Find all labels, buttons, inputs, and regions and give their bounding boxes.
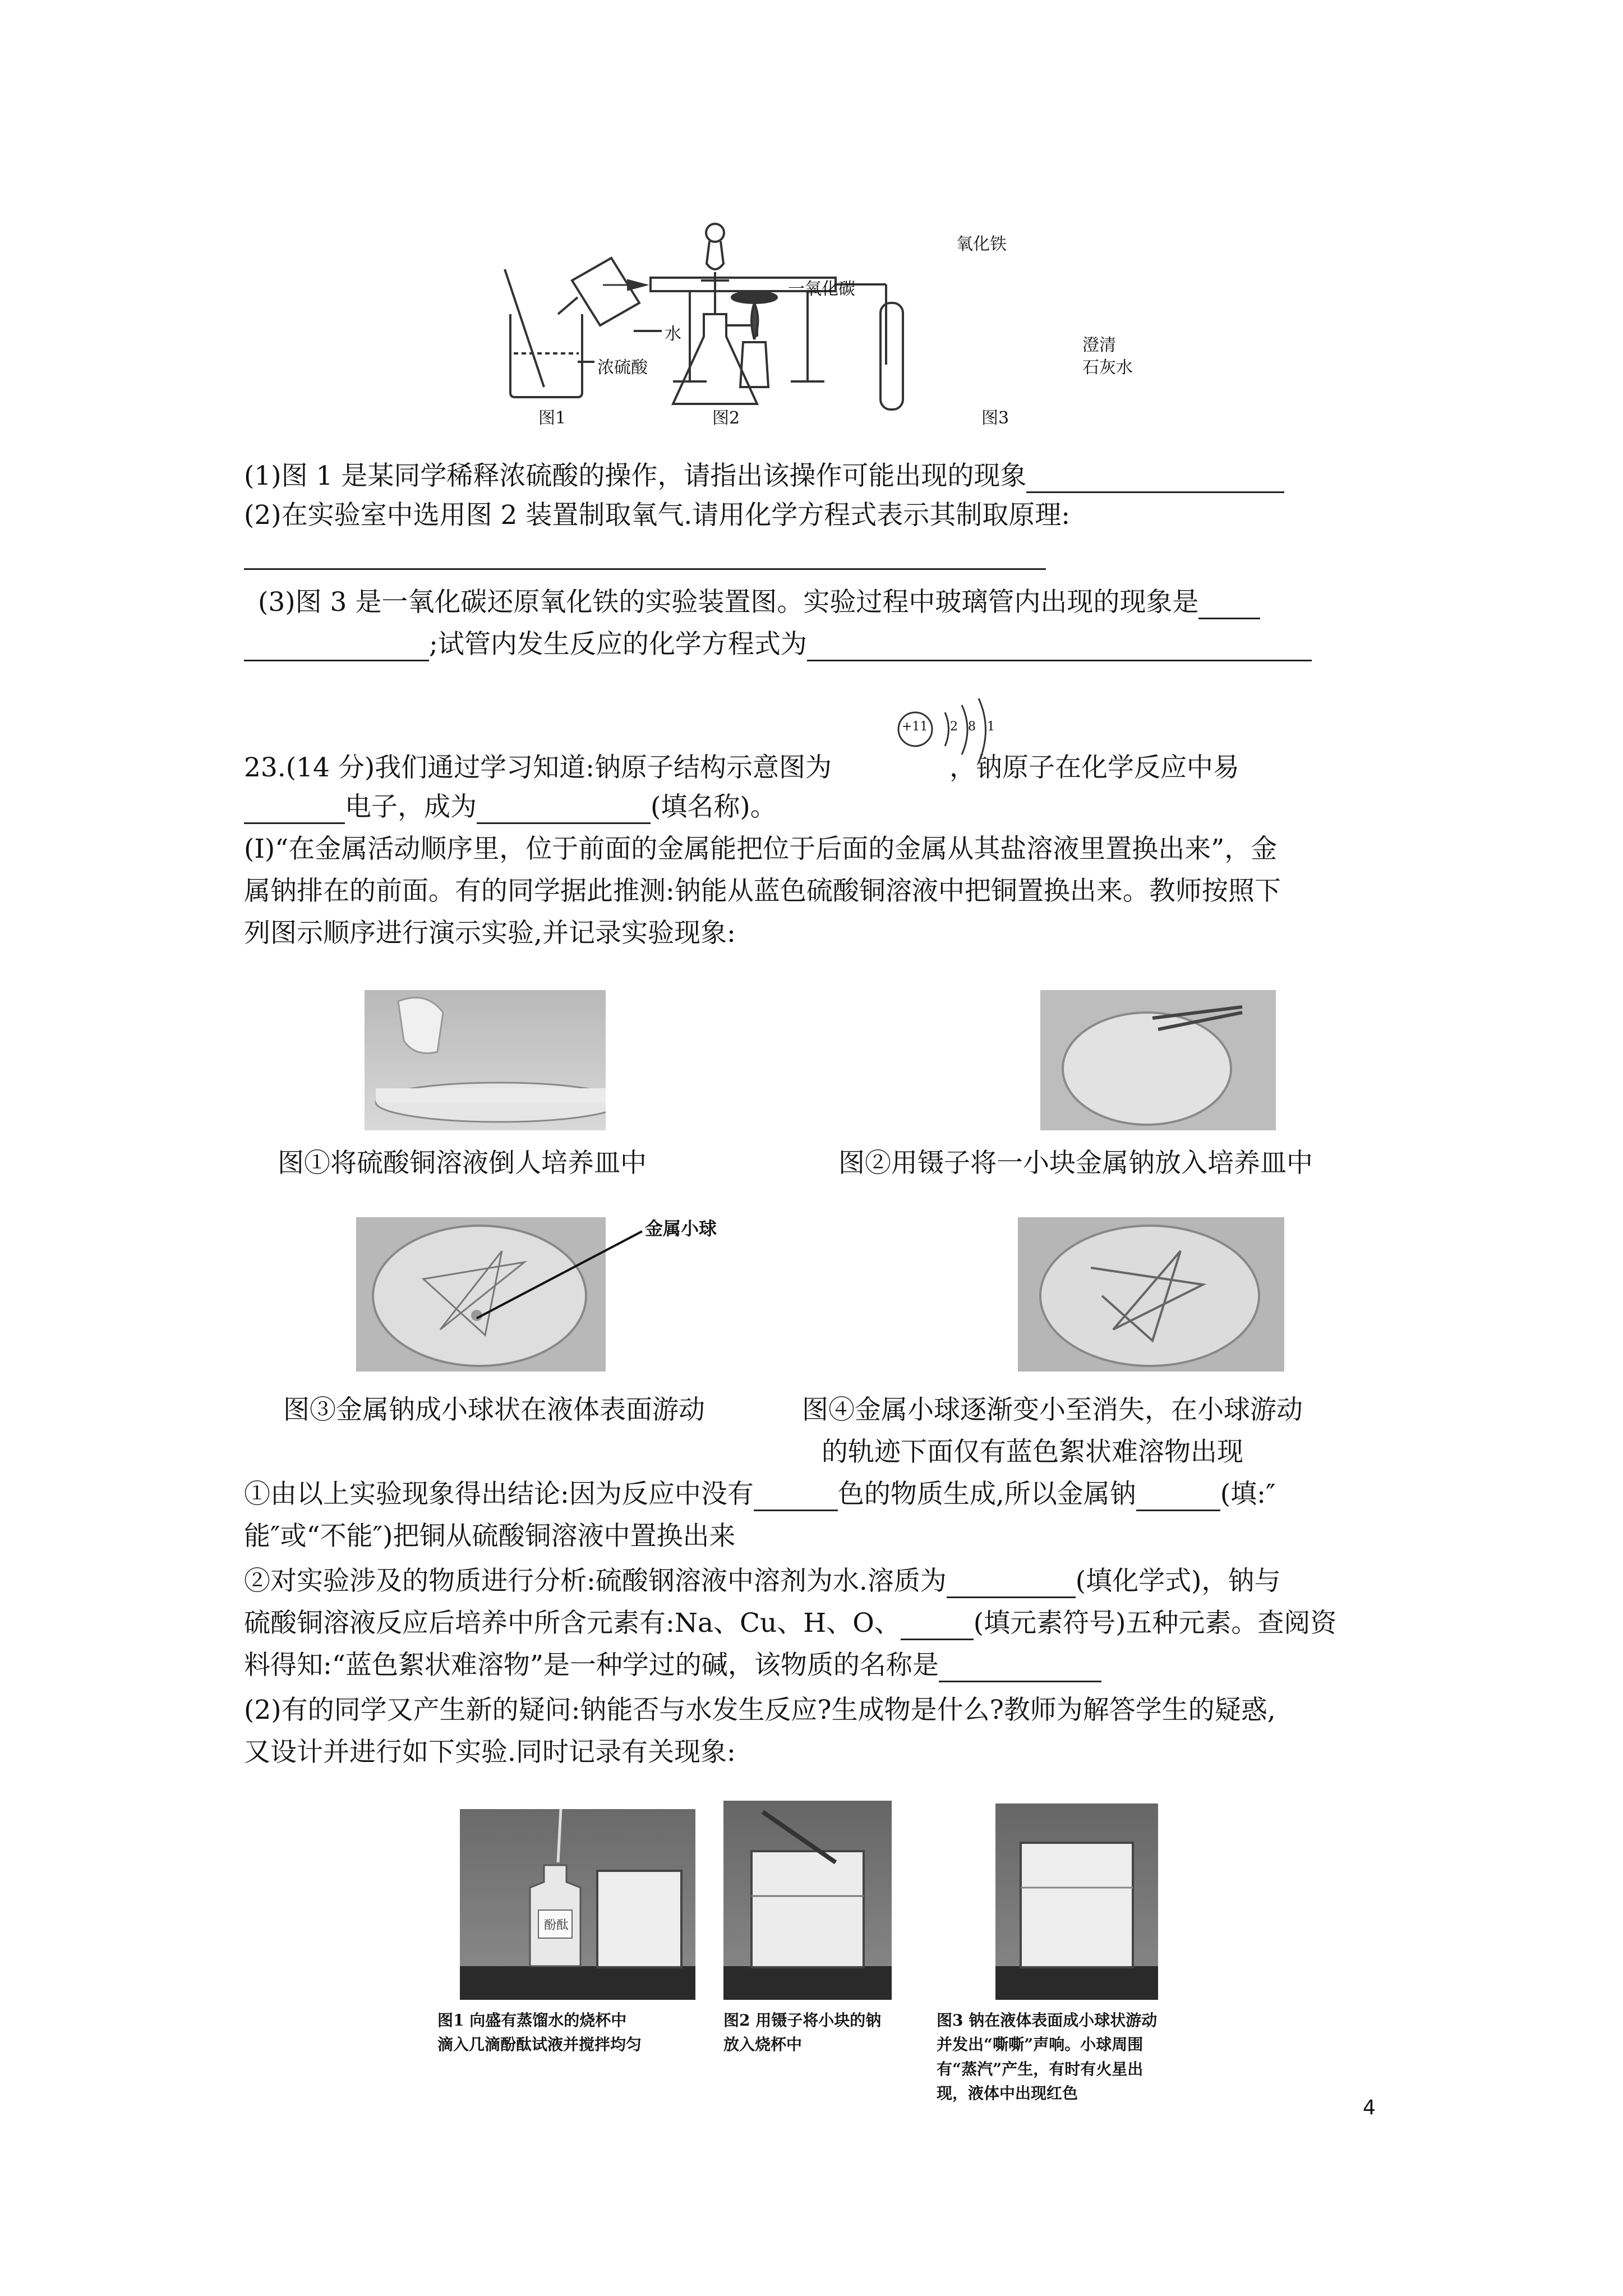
fig3-limewater-label-1: 澄清 — [1082, 335, 1116, 355]
photo1-drawing — [365, 990, 606, 1130]
photo4-drawing — [1018, 1217, 1284, 1372]
fig3-iron-oxide-label: 氧化铁 — [956, 234, 1007, 254]
photo-caption-2: 图②用镊子将一小块金属钠放入培养皿中 — [838, 1148, 1313, 1179]
photo-sodium-into-beaker — [723, 1801, 892, 2000]
q23-part2-line2: 又设计并进行如下实验.同时记录有关现象: — [244, 1737, 736, 1768]
q23-part1-line3: 列图示顺序进行演示实验,并记录实验现象: — [244, 918, 736, 949]
q23-intro: 23.(14 分)我们通过学习知道:钠原子结构示意图为 ，钠原子在化学反应中易 — [244, 752, 1239, 783]
bottom-caption-3: 图3 钠在液体表面成小球状游动 并发出“嘶嘶”声响。小球周围 有“蒸汽”产生，有时有火星出 现，液体中出现红色 — [937, 2011, 1158, 2103]
photo-sodium-into-dish — [1040, 990, 1276, 1130]
apparatus-drawing — [494, 219, 1133, 432]
photo-caption-4b: 的轨迹下面仅有蓝色絮状难溶物出现 — [822, 1437, 1243, 1467]
answer-blank[interactable] — [1026, 464, 1284, 493]
q23-conclusion-1: ①由以上实验现象得出结论:因为反应中没有 色的物质生成,所以金属钠 (填:″ — [244, 1478, 1276, 1511]
atom-shells-drawing — [892, 698, 998, 788]
page-number: 4 — [1363, 2096, 1376, 2119]
fig3-limewater-label-2: 石灰水 — [1082, 358, 1133, 378]
ball-label: 金属小球 — [645, 1218, 717, 1239]
answer-blank[interactable] — [244, 633, 429, 661]
bottom-photo3-drawing — [995, 1803, 1158, 2000]
q23-line2: 电子，成为 (填名称)。 — [244, 791, 777, 824]
answer-blank[interactable] — [939, 1654, 1101, 1682]
fig2-caption: 图2 — [712, 408, 740, 428]
answer-blank[interactable] — [901, 1612, 974, 1640]
fig1-acid-label: 浓硫酸 — [597, 358, 648, 378]
answer-blank[interactable] — [244, 541, 1046, 570]
answer-blank[interactable] — [807, 633, 1312, 661]
shell-count-2: 8 — [968, 720, 976, 734]
apparatus-figure — [494, 219, 1133, 432]
ball-pointer-line — [0, 0, 785, 224]
answer-blank[interactable] — [1198, 591, 1260, 619]
photo-pouring-copper-sulfate — [365, 990, 606, 1130]
q23-part2-line1: (2)有的同学又产生新的疑问:钠能否与水发生反应?生成物是什么?教师为解答学生的疑惑, — [244, 1695, 1276, 1726]
q23-conclusion-1-cont: 能″或“不能″)把铜从硫酸铜溶液中置换出来 — [244, 1521, 736, 1552]
q22-part1: (1)图 1 是某同学稀释浓硫酸的操作，请指出该操作可能出现的现象 — [244, 460, 1284, 493]
photo-caption-3: 图③金属钠成小球状在液体表面游动 — [283, 1395, 705, 1425]
q22-part2: (2)在实验室中选用图 2 装置制取氧气.请用化学方程式表示其制取原理: — [244, 500, 1071, 531]
fig3-caption: 图3 — [981, 408, 1009, 428]
bottom-photo2-drawing — [723, 1801, 892, 2000]
q23-analysis-line2: 硫酸铜溶液反应后培养中所含元素有:Na、Cu、H、O、 (填元素符号)五种元素。查阅资 — [244, 1607, 1336, 1640]
nucleus-charge: +11 — [902, 720, 928, 734]
shell-count-3: 1 — [987, 720, 995, 734]
fig1-caption: 图1 — [538, 408, 566, 428]
answer-blank[interactable] — [477, 795, 651, 824]
bottom-photo1-drawing — [460, 1809, 695, 2000]
q23-analysis-line3: 料得知:“蓝色絮状难溶物”是一种学过的碱，该物质的名称是 — [244, 1649, 1101, 1682]
bottle-label: 酚酞 — [544, 1918, 569, 1932]
photo2-drawing — [1040, 990, 1276, 1130]
photo-ball-disappears — [1018, 1217, 1284, 1372]
q22-part3-cont: ;试管内发生反应的化学方程式为 — [244, 628, 1312, 661]
bottom-caption-2: 图2 用镊子将小块的钠 放入烧杯中 — [723, 2011, 882, 2054]
photo-sodium-reacts — [995, 1803, 1158, 2000]
photo-beaker-phenolphthalein — [460, 1809, 695, 2000]
q23-analysis-line1: ②对实验涉及的物质进行分析:硫酸钢溶液中溶剂为水.溶质为 (填化学式)，钠与 — [244, 1565, 1280, 1598]
photo3-drawing — [356, 1217, 606, 1372]
q23-part1-line2: 属钠排在的前面。有的同学据此推测:钠能从蓝色硫酸铜溶液中把铜置换出来。教师按照下 — [244, 876, 1281, 907]
answer-blank[interactable] — [947, 1570, 1076, 1598]
photo-caption-4a: 图④金属小球逐渐变小至消失，在小球游动 — [802, 1395, 1303, 1425]
answer-blank[interactable] — [754, 1483, 838, 1511]
shell-count-1: 2 — [950, 720, 958, 734]
bottom-caption-1: 图1 向盛有蒸馏水的烧杯中 滴入几滴酚酞试液并搅拌均匀 — [437, 2011, 642, 2054]
fig3-co-label: 一氧化碳 — [788, 279, 855, 299]
answer-blank[interactable] — [244, 795, 345, 824]
photo-sodium-ball-moving — [356, 1217, 606, 1372]
photo-caption-1: 图①将硫酸铜溶液倒人培养皿中 — [278, 1148, 647, 1179]
fig1-water-label: 水 — [665, 324, 681, 344]
q23-part1-line1: (I)“在金属活动顺序里，位于前面的金属能把位于后面的金属从其盐溶液里置换出来”，金 — [244, 834, 1278, 864]
answer-blank[interactable] — [1136, 1483, 1220, 1511]
sodium-atom-diagram — [892, 698, 998, 788]
q22-part3: (3)图 3 是一氧化碳还原氧化铁的实验装置图。实验过程中玻璃管内出现的现象是 — [258, 586, 1260, 619]
